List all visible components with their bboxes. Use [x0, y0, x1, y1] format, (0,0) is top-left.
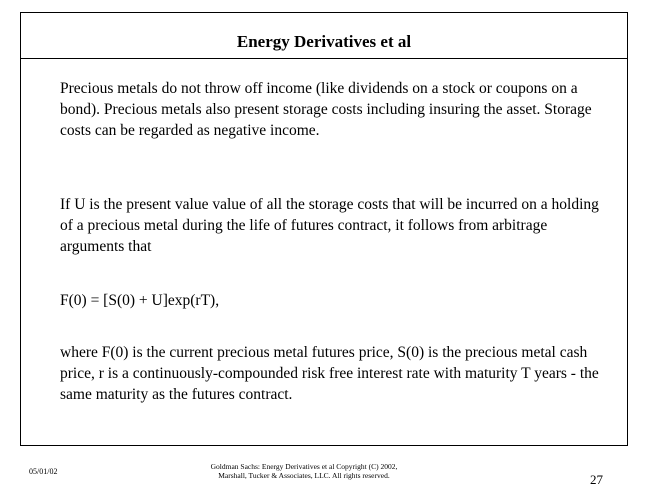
paragraph-storage-costs: Precious metals do not throw off income (like dividends on a stock or coupons on a bond). Precious metals also present storage costs including insuring the asset. Storage costs can be regarded as negative income. [60, 80, 592, 139]
paragraph-present-value: If U is the present value value of all the storage costs that will be incurred on a holding of a precious metal during the life of futures contract, it follows from arbitrage arguments that [60, 196, 599, 255]
title-bar [21, 13, 627, 59]
slide-title: Energy Derivatives et al [236, 31, 412, 51]
footer-date: 05/01/02 [29, 467, 58, 476]
formula-futures-price: F(0) = [S(0) + U]exp(rT), [60, 292, 220, 309]
page-number: 27 [590, 472, 603, 487]
paragraph-definitions: where F(0) is the current precious metal futures price, S(0) is the precious metal cash price, r is a continuously-compounded risk free interest rate with maturity T years - the same maturity as the futures contract. [60, 344, 599, 403]
footer-copyright: Goldman Sachs: Energy Derivatives et al Copyright (C) 2002, Marshall, Tucker & Associates, LLC. All rights reserved. [210, 462, 398, 480]
